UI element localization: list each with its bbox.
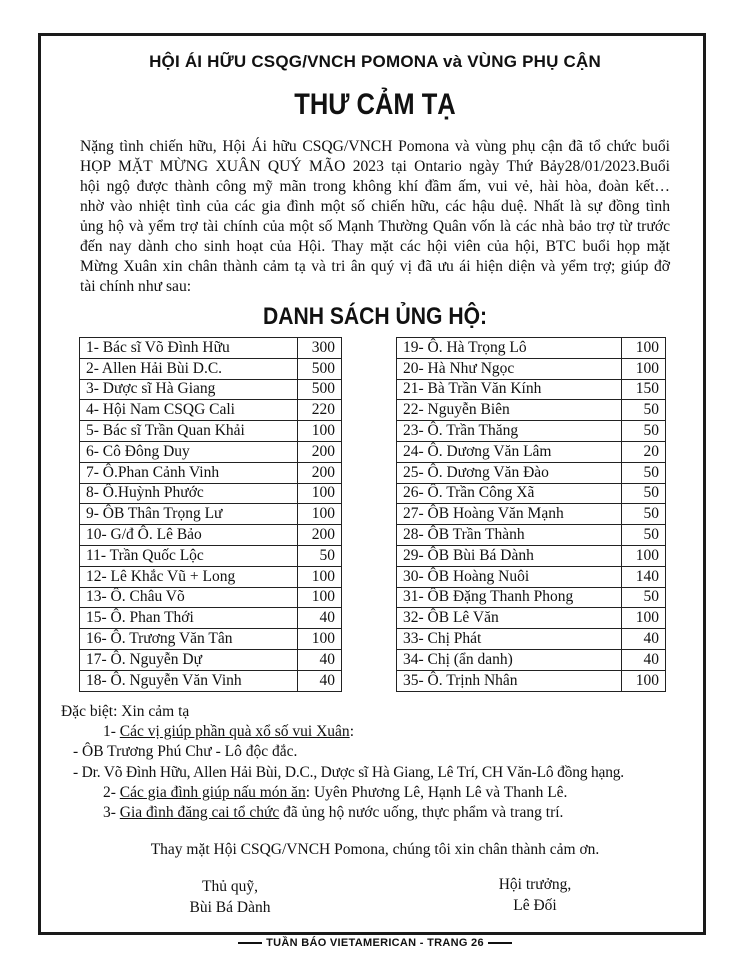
- donor-row: [80, 545, 342, 566]
- special-item-1: [103, 722, 354, 742]
- donor-amount: 50: [622, 483, 666, 504]
- donor-name: 32- ÔB Lê Văn: [397, 608, 622, 629]
- intro-line: nhờ vào nhiệt tình của các gia đình một số chiến hữu, các hậu duệ. Nhất là sự đồng tình: [80, 198, 670, 215]
- donor-amount: 50: [622, 587, 666, 608]
- president-signature: [470, 874, 600, 916]
- donor-name: 11- Trần Quốc Lộc: [80, 545, 298, 566]
- donor-amount: 100: [298, 629, 342, 650]
- donor-name: 29- ÔB Bùi Bá Dành: [397, 545, 622, 566]
- donor-table-left: [79, 337, 342, 692]
- donor-name: 2- Allen Hải Bùi D.C.: [80, 358, 298, 379]
- special-item-3-number: 3-: [103, 804, 120, 821]
- intro-line: Mừng Xuân xin chân thành cảm tạ và tri ân quý vị đã ưu ái hiện diện và yểm trợ; giúp đỡ: [80, 258, 670, 275]
- donor-amount: 40: [298, 608, 342, 629]
- special-thanks-heading: Đặc biệt: Xin cảm tạ: [61, 703, 190, 720]
- donor-row: [397, 670, 666, 691]
- donor-name: 3- Dược sĩ Hà Giang: [80, 379, 298, 400]
- donor-amount: 50: [622, 462, 666, 483]
- intro-line: tài chính như sau:: [80, 278, 192, 295]
- donor-amount: 140: [622, 566, 666, 587]
- donor-name: 27- ÔB Hoàng Văn Mạnh: [397, 504, 622, 525]
- intro-line: hội ngộ được thành công mỹ mãn trong không khí đầm ấm, vui vẻ, hài hòa, đoàn kết…: [80, 178, 670, 195]
- donor-amount: 100: [298, 566, 342, 587]
- donor-amount: 20: [622, 441, 666, 462]
- donor-row: [397, 525, 666, 546]
- organization-name: HỘI ÁI HỮU CSQG/VNCH POMONA và VÙNG PHỤ CẬN: [149, 52, 601, 71]
- closing-line: Thay mặt Hội CSQG/VNCH Pomona, chúng tôi xin chân thành cảm ơn.: [150, 841, 600, 858]
- donor-row: [397, 338, 666, 359]
- donor-name: 30- ÔB Hoàng Nuôi: [397, 566, 622, 587]
- donor-row: [80, 504, 342, 525]
- donor-amount: 100: [622, 670, 666, 691]
- page-title: THƯ CẢM TẠ: [294, 88, 456, 121]
- special-item-1-line-2: - Dr. Võ Đình Hữu, Allen Hải Bùi, D.C., Dược sĩ Hà Giang, Lê Trí, CH Văn-Lô đồng hạng.: [73, 764, 624, 781]
- donor-name: 19- Ô. Hà Trọng Lô: [397, 338, 622, 359]
- donor-amount: 220: [298, 400, 342, 421]
- donor-row: [80, 421, 342, 442]
- special-item-2-label: Các gia đình giúp nấu món ăn: [119, 784, 306, 801]
- donor-row: [80, 338, 342, 359]
- donor-name: 25- Ô. Dương Văn Đào: [397, 462, 622, 483]
- donor-name: 8- Ô.Huỳnh Phước: [80, 483, 298, 504]
- donor-name: 31- ÔB Đặng Thanh Phong: [397, 587, 622, 608]
- special-item-2-number: 2-: [103, 784, 120, 801]
- donor-row: [397, 400, 666, 421]
- special-item-1-label: Các vị giúp phần quà xổ số vui Xuân: [119, 723, 350, 740]
- treasurer-name: Bùi Bá Dành: [189, 899, 271, 916]
- donor-amount: 40: [298, 670, 342, 691]
- donor-name: 10- G/đ Ô. Lê Bảo: [80, 525, 298, 546]
- donor-amount: 150: [622, 379, 666, 400]
- donor-amount: 50: [622, 525, 666, 546]
- donor-name: 34- Chị (ẩn danh): [397, 649, 622, 670]
- special-item-3-label: Gia đình đăng cai tổ chức: [119, 804, 280, 821]
- donor-list-title: DANH SÁCH ỦNG HỘ:: [262, 303, 488, 330]
- donor-row: [397, 504, 666, 525]
- special-item-1-line-1: - ÔB Trương Phú Chư - Lô độc đắc.: [73, 743, 298, 760]
- donor-name: 15- Ô. Phan Thới: [80, 608, 298, 629]
- donor-amount: 100: [622, 358, 666, 379]
- donor-row: [80, 462, 342, 483]
- special-item-1-number: 1-: [103, 723, 120, 740]
- donor-row: [80, 483, 342, 504]
- donor-row: [80, 379, 342, 400]
- donor-row: [80, 670, 342, 691]
- donor-name: 1- Bác sĩ Võ Đình Hữu: [80, 338, 298, 359]
- treasurer-signature: [175, 876, 285, 918]
- donor-row: [80, 587, 342, 608]
- donor-row: [80, 566, 342, 587]
- special-item-2: [103, 783, 567, 803]
- donor-name: 4- Hội Nam CSQG Cali: [80, 400, 298, 421]
- donor-row: [397, 566, 666, 587]
- special-item-3-text: đã ủng hộ nước uống, thực phẩm và trang trí.: [279, 804, 564, 821]
- donor-name: 20- Hà Như Ngọc: [397, 358, 622, 379]
- donor-row: [397, 545, 666, 566]
- donor-row: [397, 441, 666, 462]
- donor-amount: 200: [298, 441, 342, 462]
- donor-amount: 100: [622, 545, 666, 566]
- donor-row: [80, 629, 342, 650]
- intro-line: đến nay dành cho sinh hoạt của Hội. Thay mặt các hội viên của hội, BTC buổi họp mặt: [80, 238, 670, 255]
- donor-amount: 50: [622, 421, 666, 442]
- donor-amount: 50: [298, 545, 342, 566]
- special-item-1-colon: :: [349, 723, 354, 740]
- special-item-2-text: : Uyên Phương Lê, Hạnh Lê và Thanh Lê.: [305, 784, 568, 801]
- donor-name: 24- Ô. Dương Văn Lâm: [397, 441, 622, 462]
- donor-amount: 100: [298, 504, 342, 525]
- donor-amount: 40: [298, 649, 342, 670]
- donor-row: [397, 587, 666, 608]
- donor-row: [397, 629, 666, 650]
- donor-name: 12- Lê Khắc Vũ + Long: [80, 566, 298, 587]
- donor-name: 13- Ô. Châu Võ: [80, 587, 298, 608]
- donor-name: 5- Bác sĩ Trần Quan Khải: [80, 421, 298, 442]
- page-footer: [0, 937, 750, 949]
- donor-row: [80, 441, 342, 462]
- donor-name: 28- ÔB Trần Thành: [397, 525, 622, 546]
- intro-line: Nặng tình chiến hữu, Hội Ái hữu CSQG/VNCH Pomona và vùng phụ cận đã tổ chức buổi: [80, 138, 670, 155]
- donor-row: [397, 421, 666, 442]
- donor-row: [397, 649, 666, 670]
- footer-text: TUẦN BÁO VIETAMERICAN - TRANG 26: [266, 937, 484, 949]
- president-role: Hội trưởng,: [498, 876, 572, 893]
- donor-name: 33- Chị Phát: [397, 629, 622, 650]
- intro-line: HỌP MẶT MỪNG XUÂN QUÝ MÃO 2023 tại Ontario ngày Thứ Bảy28/01/2023.Buổi: [80, 158, 670, 175]
- donor-name: 35- Ô. Trịnh Nhân: [397, 670, 622, 691]
- donor-row: [80, 525, 342, 546]
- donor-amount: 40: [622, 629, 666, 650]
- donor-name: 23- Ô. Trần Thăng: [397, 421, 622, 442]
- donor-amount: 100: [298, 483, 342, 504]
- treasurer-role: Thủ quỹ,: [202, 878, 258, 895]
- donor-name: 9- ÔB Thân Trọng Lư: [80, 504, 298, 525]
- intro-line: ủng hộ và yểm trợ tài chính của một số Mạnh Thường Quân vốn là các nhà bảo trợ từ trước: [80, 218, 670, 235]
- donor-amount: 100: [298, 587, 342, 608]
- donor-row: [80, 400, 342, 421]
- donor-amount: 200: [298, 525, 342, 546]
- donor-amount: 500: [298, 358, 342, 379]
- donor-row: [397, 608, 666, 629]
- donor-amount: 50: [622, 504, 666, 525]
- donor-amount: 100: [622, 338, 666, 359]
- donor-row: [80, 358, 342, 379]
- donor-amount: 500: [298, 379, 342, 400]
- donor-name: 16- Ô. Trương Văn Tân: [80, 629, 298, 650]
- footer-rule-left: [238, 942, 262, 944]
- donor-name: 21- Bà Trần Văn Kính: [397, 379, 622, 400]
- donor-name: 26- Ô. Trần Công Xã: [397, 483, 622, 504]
- special-item-3: [103, 803, 563, 823]
- donor-name: 7- Ô.Phan Cảnh Vinh: [80, 462, 298, 483]
- donor-name: 6- Cô Đông Duy: [80, 441, 298, 462]
- donor-amount: 50: [622, 400, 666, 421]
- president-name: Lê Đối: [513, 897, 557, 914]
- donor-row: [80, 649, 342, 670]
- donor-amount: 100: [622, 608, 666, 629]
- footer-rule-right: [488, 942, 512, 944]
- donor-name: 22- Nguyễn Biên: [397, 400, 622, 421]
- donor-table-right: [396, 337, 666, 692]
- donor-row: [397, 358, 666, 379]
- donor-row: [397, 462, 666, 483]
- donor-amount: 300: [298, 338, 342, 359]
- donor-row: [80, 608, 342, 629]
- donor-amount: 100: [298, 421, 342, 442]
- donor-name: 18- Ô. Nguyễn Văn Vinh: [80, 670, 298, 691]
- donor-row: [397, 379, 666, 400]
- donor-amount: 200: [298, 462, 342, 483]
- donor-amount: 40: [622, 649, 666, 670]
- donor-row: [397, 483, 666, 504]
- donor-name: 17- Ô. Nguyễn Dự: [80, 649, 298, 670]
- intro-paragraph: [80, 137, 670, 297]
